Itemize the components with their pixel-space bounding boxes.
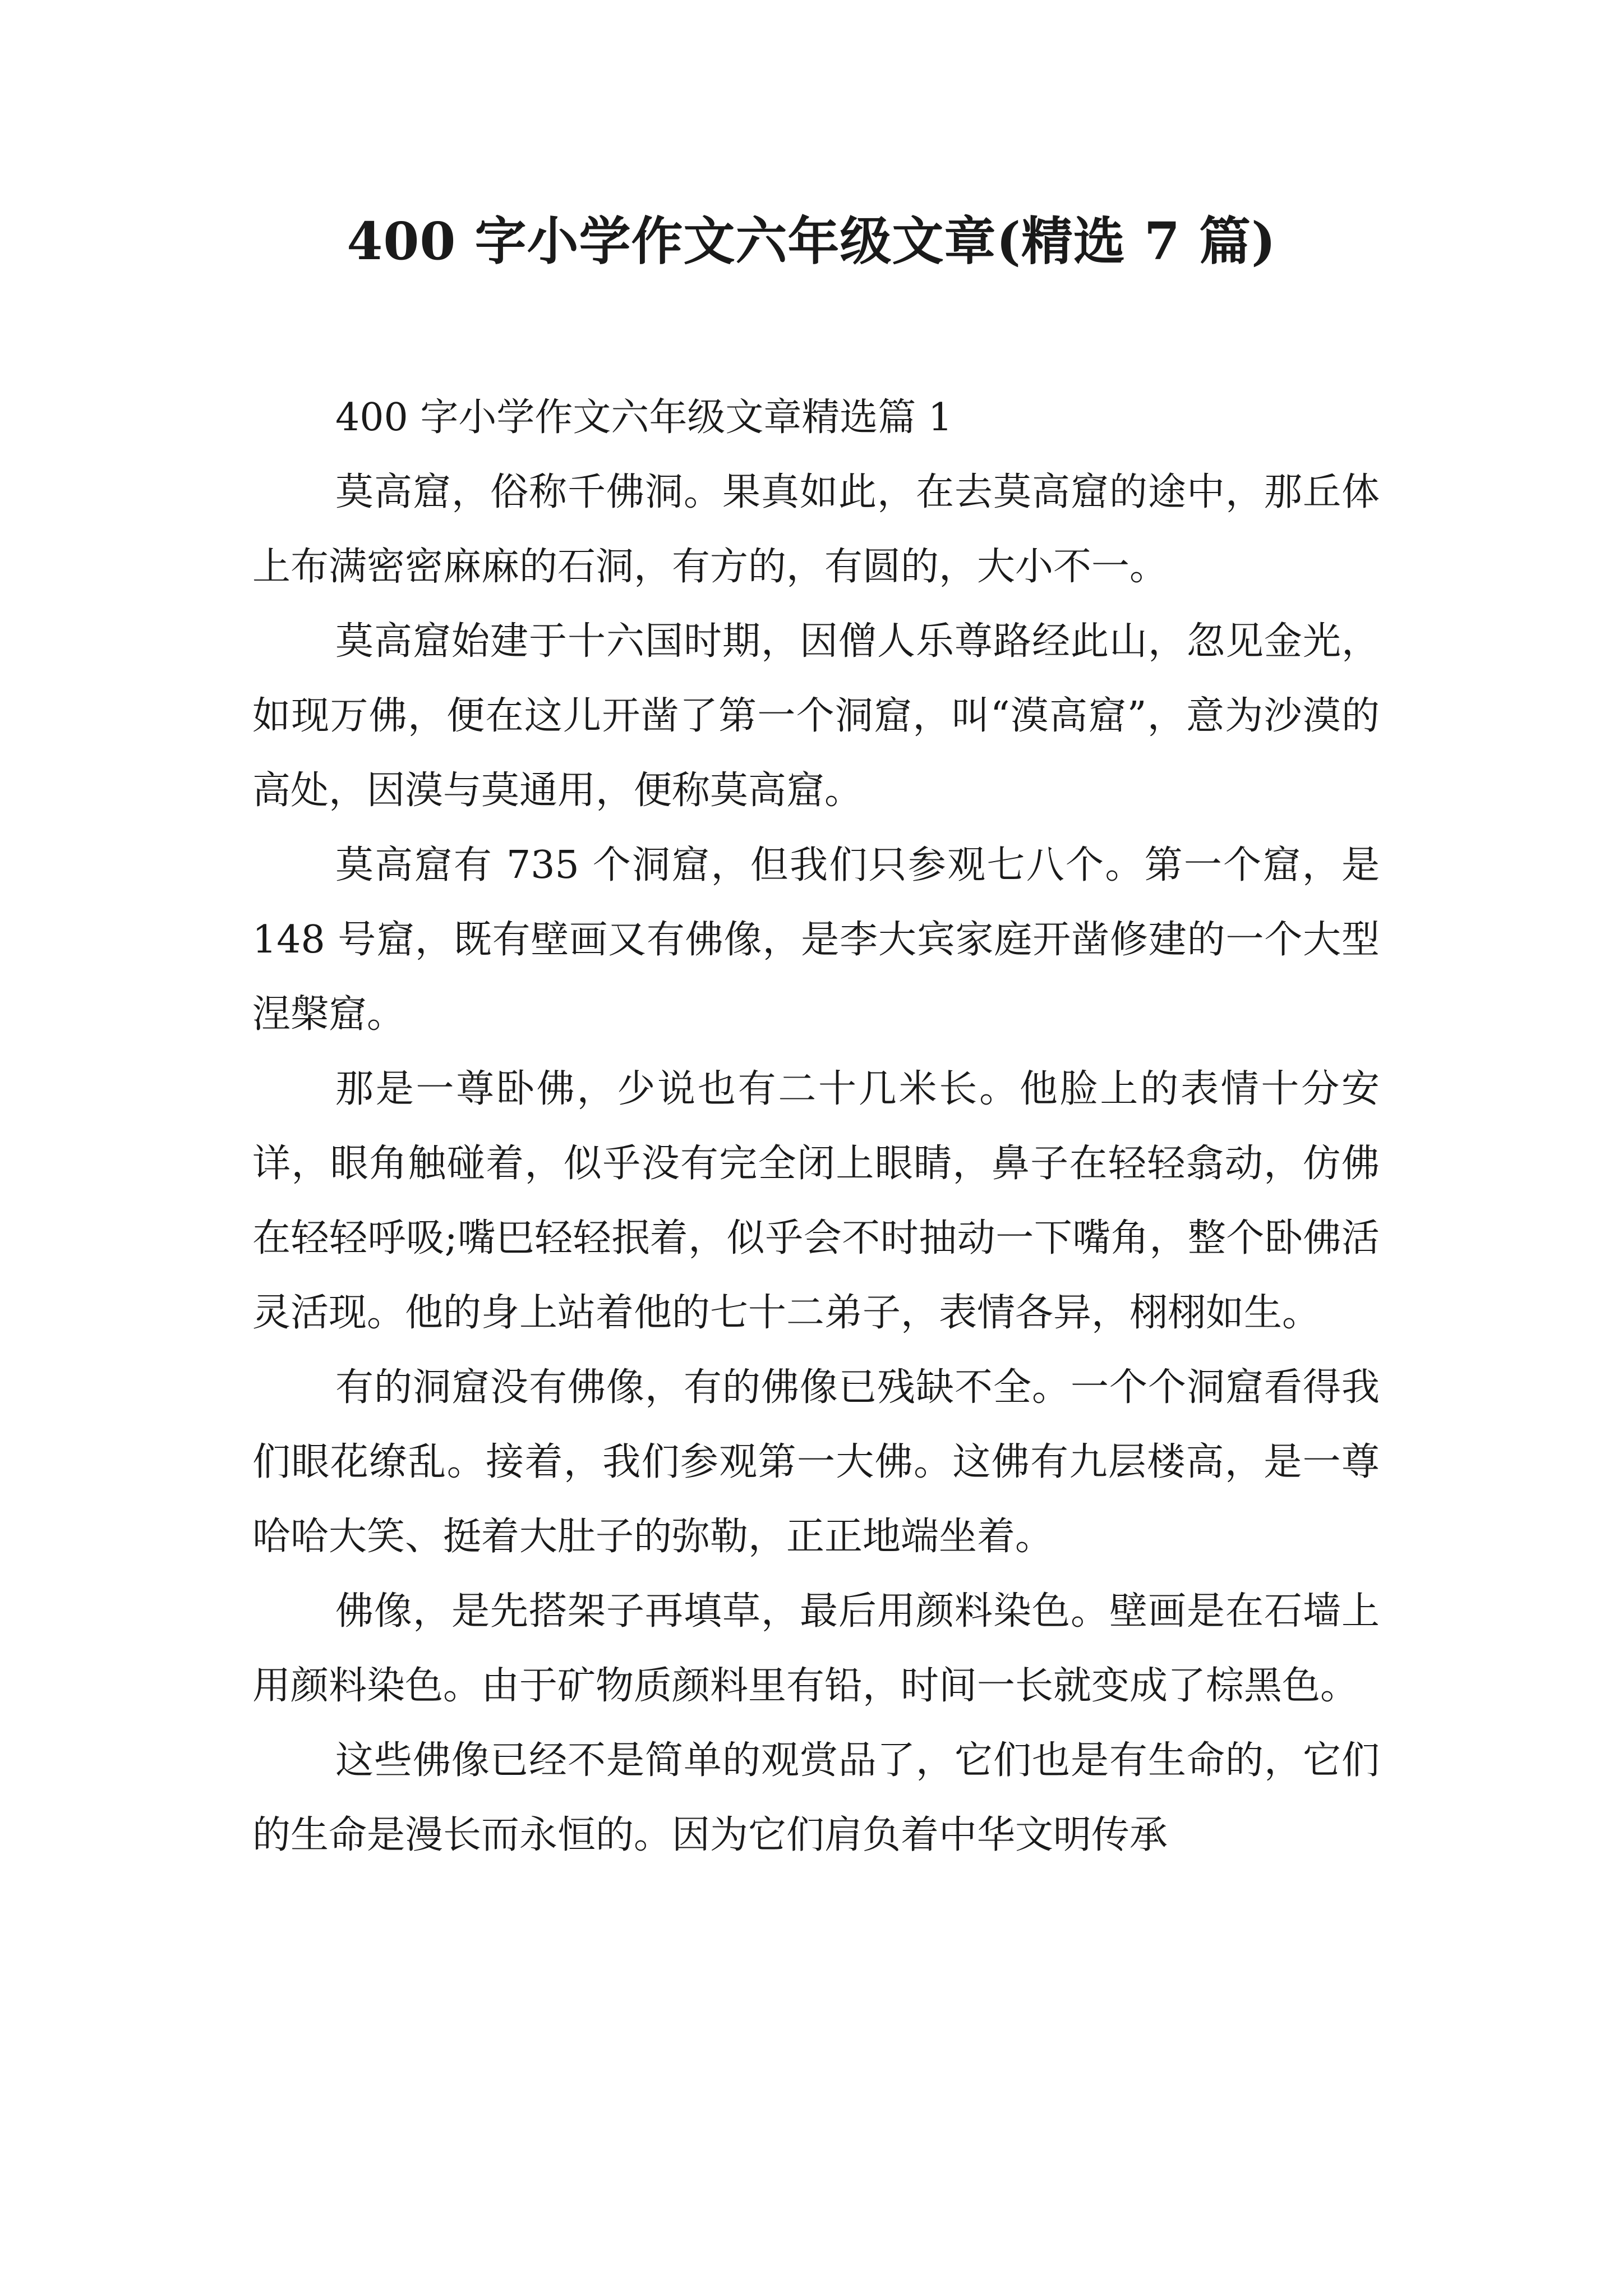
- paragraph: 有的洞窟没有佛像，有的佛像已残缺不全。一个个洞窟看得我们眼花缭乱。接着，我们参观第一大佛。这佛有九层楼高，是一尊哈哈大笑、挺着大肚子的弥勒，正正地端坐着。: [252, 1365, 1380, 1559]
- document-title: 400 字小学作文六年级文章(精选 7 篇): [347, 211, 1276, 272]
- paragraph: 莫高窟始建于十六国时期，因僧人乐尊路经此山，忽见金光，如现万佛，便在这儿开凿了第一个洞窟，叫“漠高窟”，意为沙漠的高处，因漠与莫通用，便称莫高窟。: [252, 619, 1380, 813]
- paragraph: 这些佛像已经不是简单的观赏品了，它们也是有生命的，它们的生命是漫长而永恒的。因为它们肩负着中华文明传承: [252, 1738, 1380, 1857]
- paragraph: 那是一尊卧佛，少说也有二十几米长。他脸上的表情十分安详，眼角触碰着，似乎没有完全闭上眼睛，鼻子在轻轻翕动，仿佛在轻轻呼吸;嘴巴轻轻抿着，似乎会不时抽动一下嘴角，整个卧佛活灵活现。他的身上站着他的七十二弟子，表情各异，栩栩如生。: [252, 1067, 1380, 1335]
- paragraph: 莫高窟有 735 个洞窟，但我们只参观七八个。第一个窟，是 148 号窟，既有壁画又有佛像，是李大宾家庭开凿修建的一个大型涅槃窟。: [252, 843, 1380, 1037]
- section-heading: 400 字小学作文六年级文章精选篇 1: [335, 395, 953, 440]
- document-body: [252, 380, 1380, 1872]
- paragraph: 佛像，是先搭架子再填草，最后用颜料染色。壁画是在石墙上用颜料染色。由于矿物质颜料里有铅，时间一长就变成了棕黑色。: [252, 1589, 1380, 1708]
- paragraph: 莫高窟，俗称千佛洞。果真如此，在去莫高窟的途中，那丘体上布满密密麻麻的石洞，有方的，有圆的，大小不一。: [252, 470, 1380, 589]
